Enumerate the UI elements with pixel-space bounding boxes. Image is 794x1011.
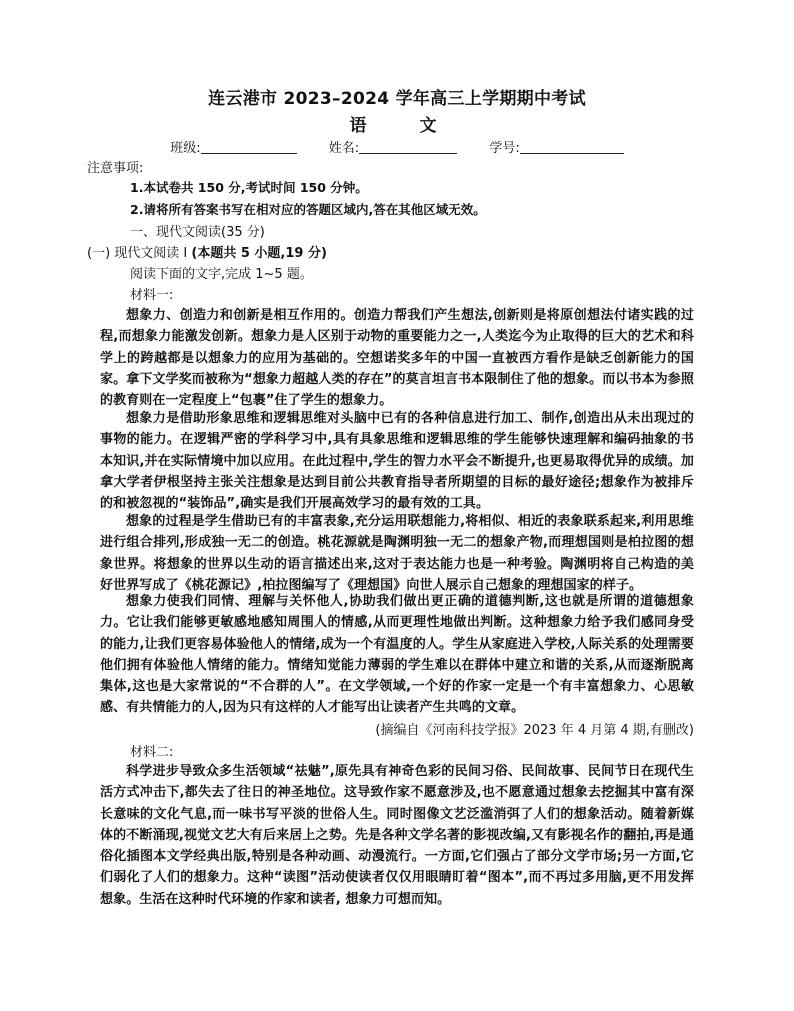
- reading-instruction: 阅读下面的文字,完成 1~5 题。: [130, 267, 313, 282]
- id-blank: [520, 140, 624, 154]
- material-one-paragraph: 想象力使我们同情、理解与关怀他人,协助我们做出更正确的道德判断,这也就是所谓的道德想象力。它让我们能够更敏感地感知周围人的情感,从而更理性地做出判断。这种想象力给予我们感同身受的能力,让我们更容易体验他人的情绪,成为一个有温度的人。学生从家庭进入学校,人际关系的处理需要他们拥有体验他人情绪的能力。情绪知觉能力薄弱的学生难以在群体中建立和谐的关系,从而逐渐脱离集体,这也是大家常说的“不合群的人”。在文学领域,一个好的作家一定是一个有丰富想象力、心思敏感、有共情能力的人,因为只有这样的人才能写出让读者产生共鸣的文章。: [100, 594, 695, 716]
- source-citation: (摘编自《河南科技学报》2023 年 4 月第 4 期,有删改): [375, 723, 694, 738]
- name-label: 姓名:: [328, 141, 360, 156]
- notice-item-1: 1.本试卷共 150 分,考试时间 150 分钟。: [130, 180, 368, 195]
- subject-title: 语 文: [349, 116, 455, 136]
- material-two-label: 材料二:: [130, 745, 174, 760]
- section-heading: 一、现代文阅读(35 分): [130, 225, 265, 240]
- subsection-heading: [87, 242, 327, 261]
- id-label: 学号:: [489, 141, 520, 156]
- id-field: [489, 137, 623, 156]
- material-one-label: 材料一:: [130, 288, 174, 303]
- name-field: [329, 137, 457, 156]
- material-one-paragraph: 想象的过程是学生借助已有的丰富表象,充分运用联想能力,将相似、相近的表象联系起来,利用思维进行组合排列,形成独一无二的创造。桃花源就是陶渊明独一无二的想象产物,而理想国则是柏拉图的想象世界。将想象的世界以生动的语言描述出来,这对于表达能力也是一种考验。陶渊明将自己构造的美好世界写成了《桃花源记》,柏拉图编写了《理想国》向世人展示自己想象的理想国家的样子。: [100, 514, 694, 593]
- subsection-prefix: (一) 现代文阅读 I: [87, 246, 192, 261]
- class-label: 班级:: [170, 141, 201, 156]
- material-one-paragraph: 想象力是借助形象思维和逻辑思维对头脑中已有的各种信息进行加工、制作,创造出从未出现过的事物的能力。在逻辑严密的学科学习中,具有具象思维和逻辑思维的学生能够快速理解和编码抽象的书本知识,并在实际情境中加以应用。在此过程中,学生的智力水平会不断提升,也更易取得优异的成绩。加拿大学者伊根坚持主张关注想象是达到目前公共教育指导者所期望的目标的最好途径;想象作为被排斥的和被忽视的“装饰品”,确实是我们开展高效学习的最有效的工具。: [100, 411, 694, 512]
- name-blank: [359, 140, 457, 154]
- material-one-paragraph: 想象力、创造力和创新是相互作用的。创造力帮我们产生想法,创新则是将原创想法付诸实践的过程,而想象力能激发创新。想象力是人区别于动物的重要能力之一,人类迄今为止取得的巨大的艺术和科学上的跨越都是以想象力的应用为基础的。空想诺奖多年的中国一直被西方看作是缺乏创新能力的国家。拿下文学奖而被称为“想象力超越人类的存在”的莫言坦言书本限制住了他的想象。而以书本为参照的教育则在一定程度上“包裹”住了学生的想象力。: [100, 308, 694, 409]
- class-field: [170, 137, 296, 156]
- exam-title: 连云港市 2023–2024 学年高三上学期期中考试: [208, 89, 586, 109]
- material-two-paragraph: 科学进步导致众多生活领域“祛魅”,原先具有神奇色彩的民间习俗、民间故事、民间节日在现代生活方式冲击下,都失去了往日的神圣地位。这导致作家不愿意涉及,也不愿意通过想象去挖掘其中富有深长意味的文化气息,而一味书写平淡的世俗人生。同时图像文艺泛滥消弭了人们的想象活动。随着新媒体的不断涌现,视觉文艺大有后来居上之势。先是各种文学名著的影视改编,又有影视名作的翻拍,再是通俗化插图本文学经典出版,特别是各种动画、动漫流行。一方面,它们强占了部分文学市场;另一方面,它们弱化了人们的想象力。这种“读图”活动使读者仅仅用眼睛盯着“图本”,而不再过多用脑,更不用发挥想象。生活在这种时代环境的作家和读者, 想象力可想而知。: [100, 764, 694, 907]
- subsection-score: (本题共 5 小题,19 分): [191, 246, 327, 261]
- student-info-row: [0, 137, 794, 156]
- class-blank: [201, 140, 297, 154]
- notice-item-2: 2.请将所有答案书写在相对应的答题区域内,答在其他区域无效。: [130, 202, 486, 217]
- notes-heading: 注意事项:: [87, 161, 144, 176]
